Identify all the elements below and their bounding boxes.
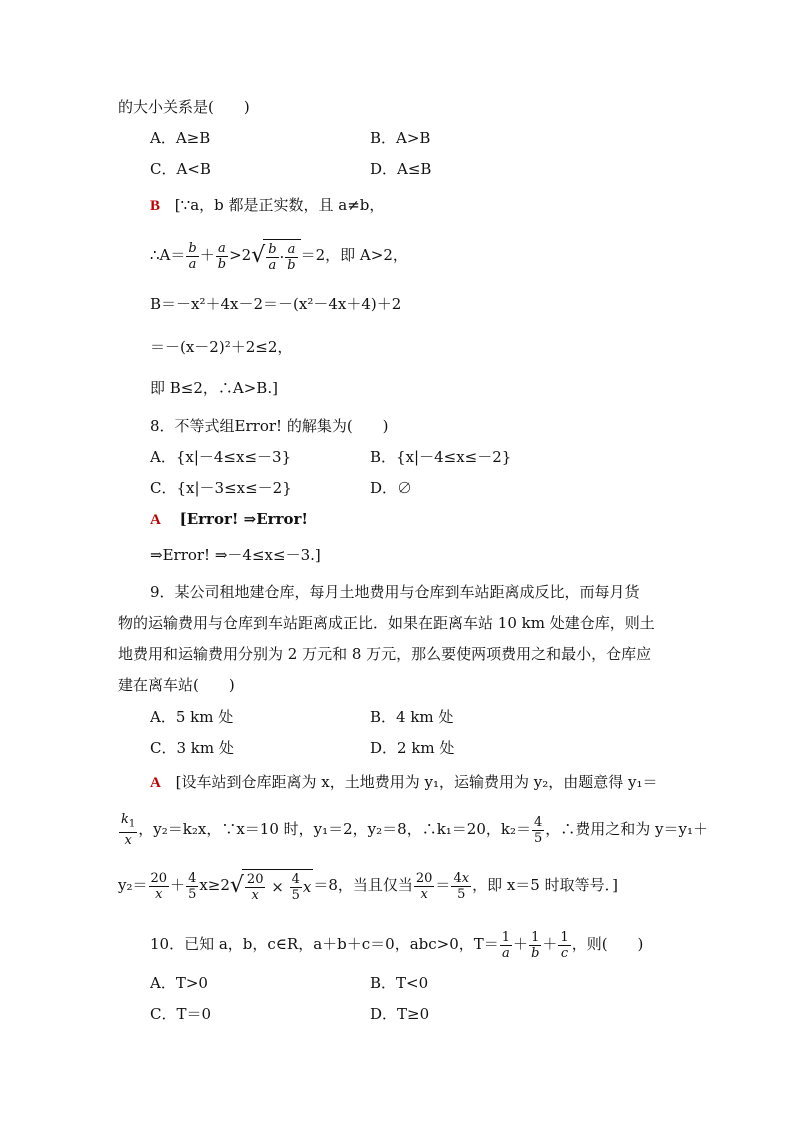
q9-stem-line2: 物的运输费用与仓库到车站距离成正比．如果在距离车站 10 km 处建仓库，则土 [118, 614, 655, 632]
q8-option-c: C．{x|－3≤x≤－2} [150, 479, 292, 497]
q9-option-c: C．3 km 处 [150, 739, 234, 757]
q7-sol2b: >2 [229, 246, 252, 264]
fraction-1-over-b: $\frac{1}{b}$ [531, 929, 540, 961]
q7-answer: B [150, 198, 161, 214]
q9-answer: A [150, 775, 161, 791]
q9-option-b: B．4 km 处 [370, 708, 454, 726]
q7-solution-line4: ＝－(x－2)²＋2≤2， [150, 338, 293, 356]
q7-sol2c: ＝2，即 A>2， [300, 246, 408, 264]
q7-option-c: C．A<B [150, 160, 211, 178]
q7-option-a: A．A≥B [150, 129, 211, 147]
q10-option-a: A．T>0 [150, 974, 208, 992]
fraction-4x-over-5: $\frac{4x}{5}$ [453, 870, 470, 902]
q8-option-b: B．{x|－4≤x≤－2} [370, 448, 512, 466]
q9-option-a: A．5 km 处 [150, 708, 234, 726]
q10-option-b: B．T<0 [370, 974, 429, 992]
q9-sol3a: y₂＝ [118, 876, 148, 894]
q9-stem-line1: 9．某公司租地建仓库，每月土地费用与仓库到车站距离成反比，而每月货 [150, 583, 640, 601]
q9-sol1: [设车站到仓库距离为 x，土地费用为 y₁，运输费用为 y₂，由题意得 y₁＝ [175, 773, 658, 791]
q9-solution-line2 [118, 812, 708, 848]
q10-option-d: D．T≥0 [370, 1005, 430, 1023]
q9-solution-line3: y₂＝ $\frac{20}{x}$ ＋ $\frac{4}{5}$ x≥2 √ $\frac{20}{x}$ × $\frac{4}{5}$ x ＝8，当且仅当 $\frac{20}{x}$ ＝ $\frac{4x}{5}$ ，即 x＝5 时取等号．] [118, 870, 618, 903]
q10-option-c: C．T＝0 [150, 1005, 212, 1023]
q8-answer: A [150, 512, 161, 528]
q10-stem: 10．已知 a，b，c∈R，a＋b＋c＝0，abc>0，T＝ $\frac{1}{a}$ ＋ $\frac{1}{b}$ ＋ $\frac{1}{c}$ ，则( ) [150, 929, 644, 961]
q9-sol2: ，y₂＝k₂x，∵x＝10 时，y₁＝2，y₂＝8，∴k₁＝20，k₂＝ [138, 820, 531, 838]
q7-solution-line3: B＝－x²＋4x－2＝－(x²－4x＋4)＋2 [150, 295, 402, 313]
fraction-a-over-b: $\frac{a}{b}$ [217, 240, 227, 272]
fraction-k1-over-x: $\frac{k_1}{x}$ [121, 812, 136, 848]
q9-sol3c: ＝8，当且仅当 [313, 876, 413, 894]
q7-solution-line2: ∴A＝ $\frac{b}{a}$ ＋ $\frac{a}{b}$ >2 √ $\frac{b}{a}$ · $\frac{a}{b}$ ＝2，即 A>2， [150, 240, 408, 273]
q8-solution-line1 [150, 509, 308, 530]
q9-solution-line1 [150, 772, 657, 793]
q7-option-b: B．A>B [370, 129, 431, 147]
q8-stem: 8．不等式组Error! 的解集为( ) [150, 417, 389, 435]
q9-stem-line4: 建在离车站( ) [118, 676, 235, 694]
q9-option-d: D．2 km 处 [370, 739, 455, 757]
q9-sol3d: ，即 x＝5 时取等号．] [472, 876, 618, 894]
q7-solution-line5: 即 B≤2，∴A>B.] [150, 379, 278, 397]
fraction-4-over-5: $\frac{4}{5}$ [188, 870, 197, 902]
q7-stem-continuation: 的大小关系是( ) [118, 98, 250, 116]
q10-stem-b: ，则( ) [571, 935, 644, 953]
q7-solution-line1 [150, 195, 384, 216]
sqrt-expression: √ $\frac{20}{x}$ × $\frac{4}{5}$ x [230, 869, 313, 904]
q10-stem-a: 10．已知 a，b，c∈R，a＋b＋c＝0，abc>0，T＝ [150, 935, 499, 953]
q7-sol2a: ∴A＝ [150, 246, 186, 264]
fraction-1-over-c: $\frac{1}{c}$ [560, 929, 569, 961]
q7-option-d: D．A≤B [370, 160, 432, 178]
fraction-1-over-a: $\frac{1}{a}$ [501, 929, 511, 961]
fraction-b-over-a: $\frac{b}{a}$ [188, 240, 197, 272]
q8-option-a: A．{x|－4≤x≤－3} [150, 448, 292, 466]
sqrt-expression: √ $\frac{b}{a}$ · $\frac{a}{b}$ [251, 239, 300, 274]
q9-sol3b: x≥2 [199, 876, 230, 894]
q8-sol1: [Error! ⇒Error! [179, 510, 308, 528]
fraction-4-over-5: $\frac{4}{5}$ [534, 814, 543, 846]
q7-sol1: [∵a，b 都是正实数，且 a≠b， [174, 196, 385, 214]
q9-sol2b: ，∴费用之和为 y＝y₁＋ [545, 820, 709, 838]
fraction-20-over-x: $\frac{20}{x}$ [415, 870, 433, 902]
q8-option-d: D．∅ [370, 479, 413, 497]
fraction-20-over-x: $\frac{20}{x}$ [150, 870, 168, 902]
q9-stem-line3: 地费用和运输费用分别为 2 万元和 8 万元，那么要使两项费用之和最小，仓库应 [118, 645, 652, 663]
q8-solution-line2: ⇒Error! ⇒－4≤x≤－3.] [150, 546, 321, 564]
